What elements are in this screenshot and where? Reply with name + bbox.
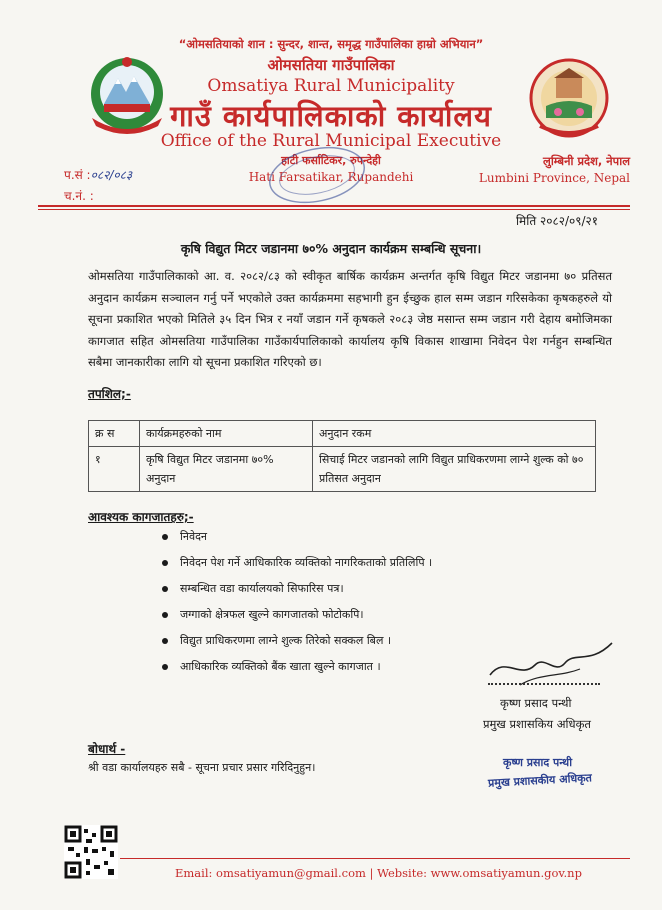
province-np: लुम्बिनी प्रदेश, नेपाल — [543, 154, 630, 168]
table-cell: कृषि विद्युत मिटर जडानमा ७०% अनुदान — [140, 447, 313, 492]
office-title-np: गाउँ कार्यपालिकाको कार्यालय — [170, 99, 492, 133]
municipality-name-np: ओमसतिया गाउँपालिका — [267, 56, 395, 74]
address-np: हाटी फर्साटिकर, रुपन्देही — [281, 154, 381, 167]
list-item: निवेदन पेश गर्ने आधिकारिक व्यक्तिको नागरिकताको प्रतिलिपि । — [160, 550, 432, 576]
dispatch-label: च.नं. : — [64, 189, 94, 203]
table-cell: सिचाई मिटर जडानको लागि विद्युत प्राधिकरणमा लाग्ने शुल्क को ७० प्रतिसत अनुदान — [313, 447, 596, 492]
list-item: सम्बन्धित वडा कार्यालयको सिफारिस पत्र। — [160, 576, 432, 602]
ref-label: प.सं : — [64, 168, 91, 182]
notice-body: ओमसतिया गाउँपालिकाको आ. व. २०८२/८३ को स्वीकृत बार्षिक कार्यक्रम अन्तर्गत कृषि विद्युत मिटर जडानमा ७० प्रतिसत अनुदान कार्यक्रम सञ्चालन गर्नु पर्ने भएकोले उक्त कार्यक्रममा सहभागी हुन ईच्छुक हाल सम्म जडान गरिसकेका कृषकहरुले यो सूचना प्रकाशित भएको मितिले ३५ दिन भित्र र नयाँ जडान गर्ने कृषकले २०८३ जेष्ठ मसान्त सम्म जडान गरी देहाय बमोजिमका कागजात सहित ओमसतिया गाउँपालिका गाउँकार्यपालिकाको कार्यालय कृषि विकास शाखामा निवेदन पेश गर्नहुन सम्बन्धित सबैमा जानकारीका लागि यो सूचना प्रकाशित गरिएको छ। — [88, 269, 612, 369]
footer-divider — [120, 858, 630, 859]
list-item: विद्युत प्राधिकरणमा लाग्ने शुल्क तिरेको सक्कल बिल । — [160, 628, 432, 654]
signature-line — [488, 683, 600, 685]
header-divider — [38, 205, 630, 207]
stamp-name: कृष्ण प्रसाद पन्थी — [503, 756, 573, 769]
table-row — [89, 447, 596, 492]
details-label: तपशिल;- — [88, 387, 131, 401]
ref-value: ०८२/०८३ — [90, 168, 133, 182]
office-stamp-icon — [262, 140, 372, 210]
municipality-name-en: Omsatiya Rural Municipality — [207, 76, 455, 96]
table-header-row — [89, 421, 596, 447]
footer-contact: Email: omsatiyamun@gmail.com | Website: www.omsatiyamun.gov.np — [175, 866, 582, 880]
address-en: Hati Farsatikar, Rupandehi — [248, 170, 414, 184]
program-table — [88, 420, 596, 492]
signatory-name: कृष्ण प्रसाद पन्थी — [500, 696, 572, 710]
cc-text: श्री वडा कार्यालयहरु सबै - सूचना प्रचार प्रसार गरिदिनुहुन। — [88, 761, 316, 774]
table-header-cell: क्र स — [89, 421, 140, 447]
signature-icon — [480, 635, 620, 695]
header-divider-thin — [38, 209, 630, 210]
table-header-cell: अनुदान रकम — [313, 421, 596, 447]
qr-code-icon — [64, 825, 118, 879]
list-item: आधिकारिक व्यक्तिको बैंक खाता खुल्ने कागजात । — [160, 654, 432, 680]
reference-block — [64, 165, 132, 207]
notice-subject: कृषि विद्युत मिटर जडानमा ७०% अनुदान कार्यक्रम सम्बन्धि सूचना। — [180, 241, 482, 256]
stamp-title: प्रमुख प्रशासकीय अधिकृत — [487, 771, 593, 790]
notice-date: मिति २०८२/०९/२१ — [515, 214, 598, 228]
requirements-label: आवश्यक कागजातहरु;- — [88, 510, 194, 524]
signatory-title: प्रमुख प्रशासकिय अधिकृत — [483, 717, 591, 731]
office-title-en: Office of the Rural Municipal Executive — [160, 131, 502, 151]
slogan: “ओमसतियाको शान : सुन्दर, शान्त, समृद्ध गाउँपालिका हाम्रो अभियान” — [178, 37, 484, 51]
cc-label: बोधार्थ - — [88, 742, 126, 756]
table-header-cell: कार्यक्रमहरुको नाम — [140, 421, 313, 447]
province-en: Lumbini Province, Nepal — [478, 171, 630, 185]
list-item: जग्गाको क्षेत्रफल खुल्ने कागजातको फोटोकपि। — [160, 602, 432, 628]
requirements-list — [160, 524, 432, 680]
table-cell: १ — [89, 447, 140, 492]
list-item: निवेदन — [160, 524, 432, 550]
